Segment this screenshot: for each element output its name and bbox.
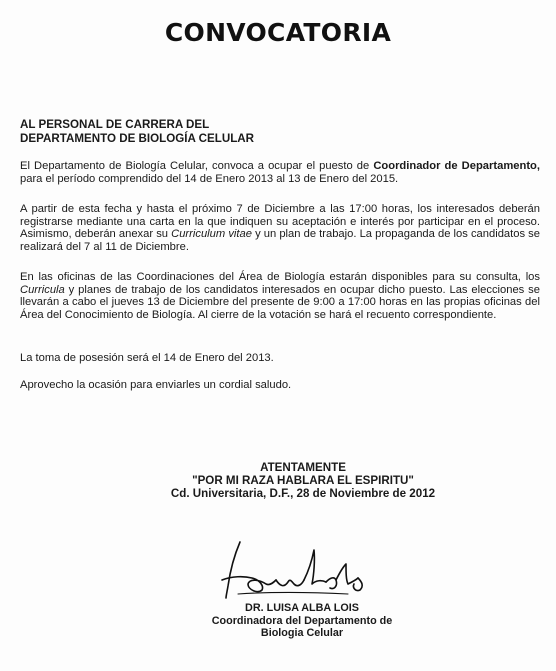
closing-line-1: ATENTAMENTE <box>260 461 346 474</box>
addressee-block <box>20 118 254 146</box>
signer-role-line-1: Coordinadora del Departamento de <box>211 614 393 627</box>
closing-place-date: Cd. Universitaria, D.F., 28 de Noviembre de 2012 <box>170 487 436 500</box>
paragraph-1 <box>20 160 540 185</box>
paragraph-2 <box>20 203 540 253</box>
paragraph-4 <box>20 352 540 365</box>
paragraph-5 <box>20 379 540 392</box>
paragraph-3-text-c: y planes de trabajo de los candidatos interesados en ocupar dicho puesto. Las elecciones se llevarán a cabo el jueves 13 de Diciembre del presente de 9:00 a 17:00 horas en las propias oficinas del Área del Conocimiento de Biología. Al cierre de la votación se hará el recuento correspondiente. <box>20 283 540 321</box>
paragraph-3 <box>20 271 540 321</box>
paragraph-1-text-a: El Departamento de Biología Celular, convoca a ocupar el puesto de <box>20 160 374 172</box>
closing-block <box>0 461 556 500</box>
signer-name: DR. LUISA ALBA LOIS <box>245 602 359 614</box>
position-title: Coordinador de Departamento, <box>373 160 540 172</box>
signer-block <box>0 602 556 640</box>
signer-role-line-2: Biologia Celular <box>260 627 344 640</box>
paragraph-3-text-a: En las oficinas de las Coordinaciones del Área de Biología estarán disponibles para su consulta, los <box>20 271 540 283</box>
page-title: CONVOCATORIA <box>164 18 392 47</box>
paragraph-5-text: Aprovecho la ocasión para enviarles un cordial saludo. <box>20 379 292 391</box>
paragraph-4-text: La toma de posesión será el 14 de Enero del 2013. <box>20 352 274 364</box>
curricula-term: Curricula <box>20 283 65 296</box>
addressee-line-1: AL PERSONAL DE CARRERA DEL <box>20 118 210 131</box>
addressee-line-2: DEPARTAMENTO DE BIOLOGÍA CELULAR <box>20 132 255 145</box>
closing-motto: "POR MI RAZA HABLARA EL ESPIRITU" <box>192 474 414 487</box>
paragraph-2-text-c: y un plan de trabajo. La propaganda de los candidatos se realizará del 7 al 11 de Diciembre. <box>20 228 540 253</box>
paragraph-1-text-c: para el período comprendido del 14 de Enero 2013 al 13 de Enero del 2015. <box>20 172 399 185</box>
paragraph-2-text-a: A partir de esta fecha y hasta el próximo 7 de Diciembre a las 17:00 horas, los interesados deberán registrarse mediante una carta en la que indiquen su aceptación e interés por participar en el proceso. Asimismo, deberán anexar su <box>20 203 540 241</box>
curriculum-vitae-term: Curriculum vitae <box>171 228 252 241</box>
handwritten-signature <box>218 536 368 604</box>
